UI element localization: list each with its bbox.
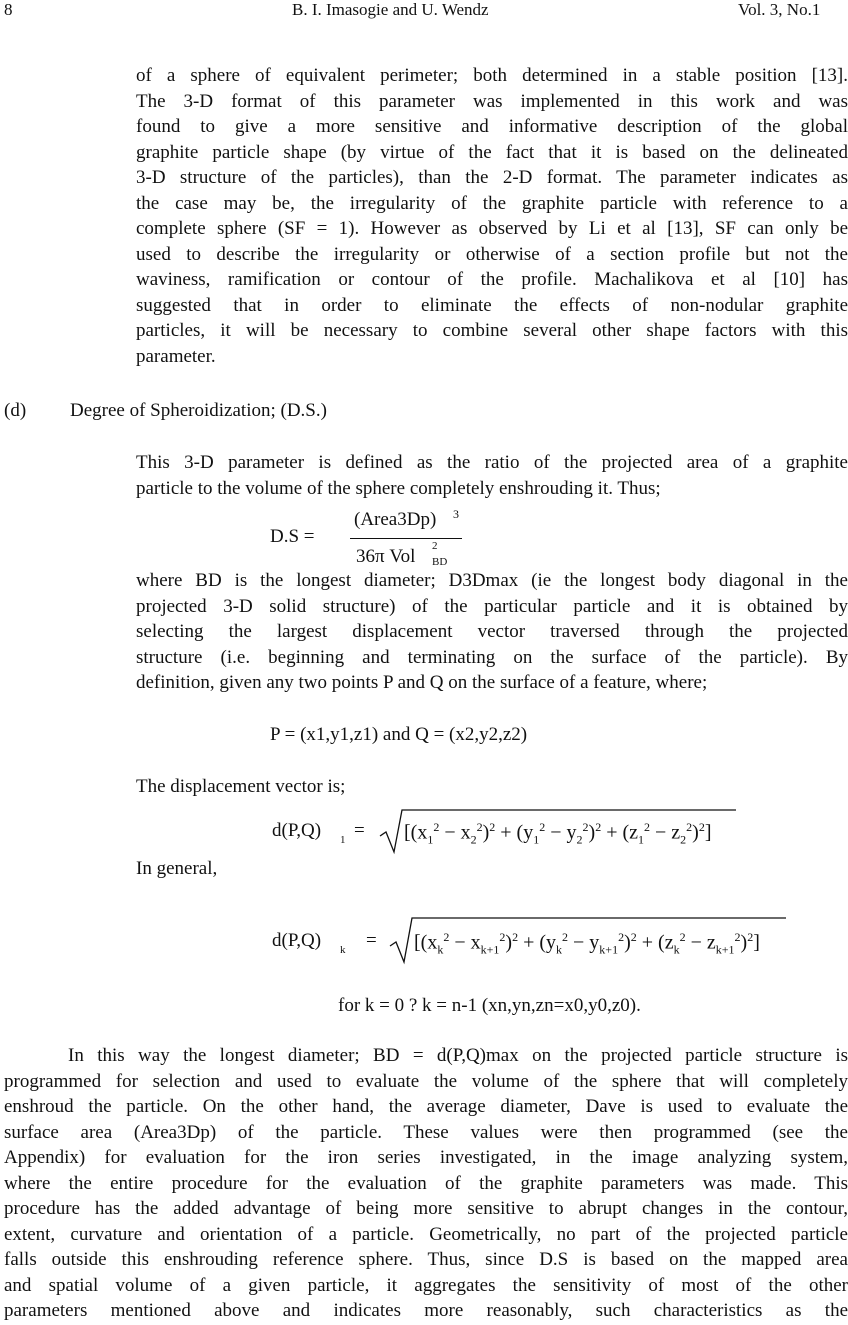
paragraph-longest-diameter — [136, 568, 848, 696]
text-line: programmed for selection and used to evaluate the volume of the sphere that will completely — [4, 1070, 848, 1092]
fraction-bar — [350, 538, 462, 539]
text-line: Appendix) for evaluation for the iron series investigated, in the image analyzing system, — [4, 1147, 848, 1168]
text-line: where BD is the longest diameter; D3Dmax (ie the longest body diagonal in the — [136, 570, 848, 591]
denominator-sub: BD — [432, 556, 448, 568]
equation-denominator: 36π Vol — [356, 546, 416, 567]
text-line: the case may be, the irregularity of the graphite particle with reference to a — [136, 192, 848, 214]
equation-lhs: D.S = — [270, 526, 315, 547]
text-line: falls outside this enshrouding reference sphere. Thus, since D.S is based on the mapped area — [4, 1249, 848, 1270]
text-line: extent, curvature and orientation of a particle. Geometrically, no part of the projected particle — [4, 1223, 848, 1245]
equation-points-pq: P = (x1,y1,z1) and Q = (x2,y2,z2) — [270, 724, 528, 745]
running-header-volume: Vol. 3, No.1 — [738, 0, 821, 19]
denominator-sup: 2 — [432, 540, 438, 552]
equation-displacement-k — [270, 910, 790, 970]
text-line: and spatial volume of a given particle, it aggregates the sensitivity of most of the other — [4, 1274, 848, 1296]
paragraph-procedure — [4, 1043, 848, 1324]
section-label: (d) — [4, 400, 27, 421]
text-line: found to give a more sensitive and informative description of the global — [136, 116, 848, 137]
text-line: where the entire procedure for the evaluation of the graphite parameters was made. This — [4, 1172, 848, 1194]
page-number: 8 — [4, 0, 13, 19]
equation-lhs: d(P,Q) — [272, 820, 322, 841]
index-range: for k = 0 ? k = n-1 (xn,yn,zn=x0,y0,z0). — [338, 995, 641, 1016]
equation-lhs-sub: 1 — [340, 834, 346, 846]
equation-displacement-1 — [270, 800, 740, 860]
text-line: waviness, ramification or contour of the profile. Machalikova et al [10] has — [136, 269, 848, 290]
equation-numerator: (Area3Dp) — [354, 509, 437, 530]
radicand: $[(x_k^2 - x_{k+1}^2)^2 + (y_k^2 - y_{k+1}^2)^2 + (z_k^2 - z_{k+1}^2)^2]$ — [414, 930, 760, 957]
text-line: particles, it will be necessary to combine several other shape factors with this — [136, 320, 848, 341]
displacement-intro: The displacement vector is; — [136, 776, 346, 797]
text-line: of a sphere of equivalent perimeter; both determined in a stable position [13]. — [136, 65, 848, 86]
text-line: parameter. — [136, 345, 216, 367]
paragraph-ds-definition — [136, 450, 848, 501]
text-line: enshroud the particle. On the other hand, the average diameter, Dave is used to evaluate the — [4, 1096, 848, 1117]
numerator-exponent: 3 — [453, 507, 459, 521]
text-line: parameters mentioned above and indicates more reasonably, such characteristics as the — [4, 1300, 848, 1321]
text-line: surface area (Area3Dp) of the particle. These values were then programmed (see the — [4, 1121, 848, 1143]
text-line: In this way the longest diameter; BD = d(P,Q)max on the projected particle structure is — [68, 1045, 848, 1066]
text-line: selecting the largest displacement vector traversed through the projected — [136, 621, 848, 642]
equation-equals: = — [354, 820, 365, 841]
text-line: The 3-D format of this parameter was implemented in this work and was — [136, 90, 848, 112]
equation-ds — [270, 505, 470, 575]
equation-equals: = — [366, 930, 377, 951]
text-line: particle to the volume of the sphere completely enshrouding it. Thus; — [136, 477, 661, 499]
text-line: suggested that in order to eliminate the effects of non-nodular graphite — [136, 294, 848, 316]
text-line: projected 3-D solid structure) of the particular particle and it is obtained by — [136, 595, 848, 617]
running-header-authors: B. I. Imasogie and U. Wendz — [292, 0, 489, 19]
text-line: definition, given any two points P and Q on the surface of a feature, where; — [136, 672, 708, 693]
text-line: complete sphere (SF = 1). However as observed by Li et al [13], SF can only be — [136, 218, 848, 239]
in-general-label: In general, — [136, 858, 218, 879]
equation-lhs-sub: k — [340, 944, 346, 956]
text-line: graphite particle shape (by virtue of the fact that it is based on the delineated — [136, 141, 848, 163]
equation-lhs: d(P,Q) — [272, 930, 322, 951]
text-line: This 3-D parameter is defined as the ratio of the projected area of a graphite — [136, 452, 848, 473]
paragraph-shape-factor — [136, 63, 848, 369]
text-line: structure (i.e. beginning and terminating on the surface of the particle). By — [136, 646, 848, 668]
text-line: used to describe the irregularity or otherwise of a section profile but not the — [136, 243, 848, 265]
radicand: $[(x_1^2 - x_2^2)^2 + (y_1^2 - y_2^2)^2 + (z_1^2 - z_2^2)^2]$ — [404, 820, 712, 847]
text-line: procedure has the added advantage of being more sensitive to abrupt changes in the contour, — [4, 1198, 848, 1219]
section-title: Degree of Spheroidization; (D.S.) — [70, 400, 327, 421]
text-line: 3-D structure of the particles), than the 2-D format. The parameter indicates as — [136, 167, 848, 188]
